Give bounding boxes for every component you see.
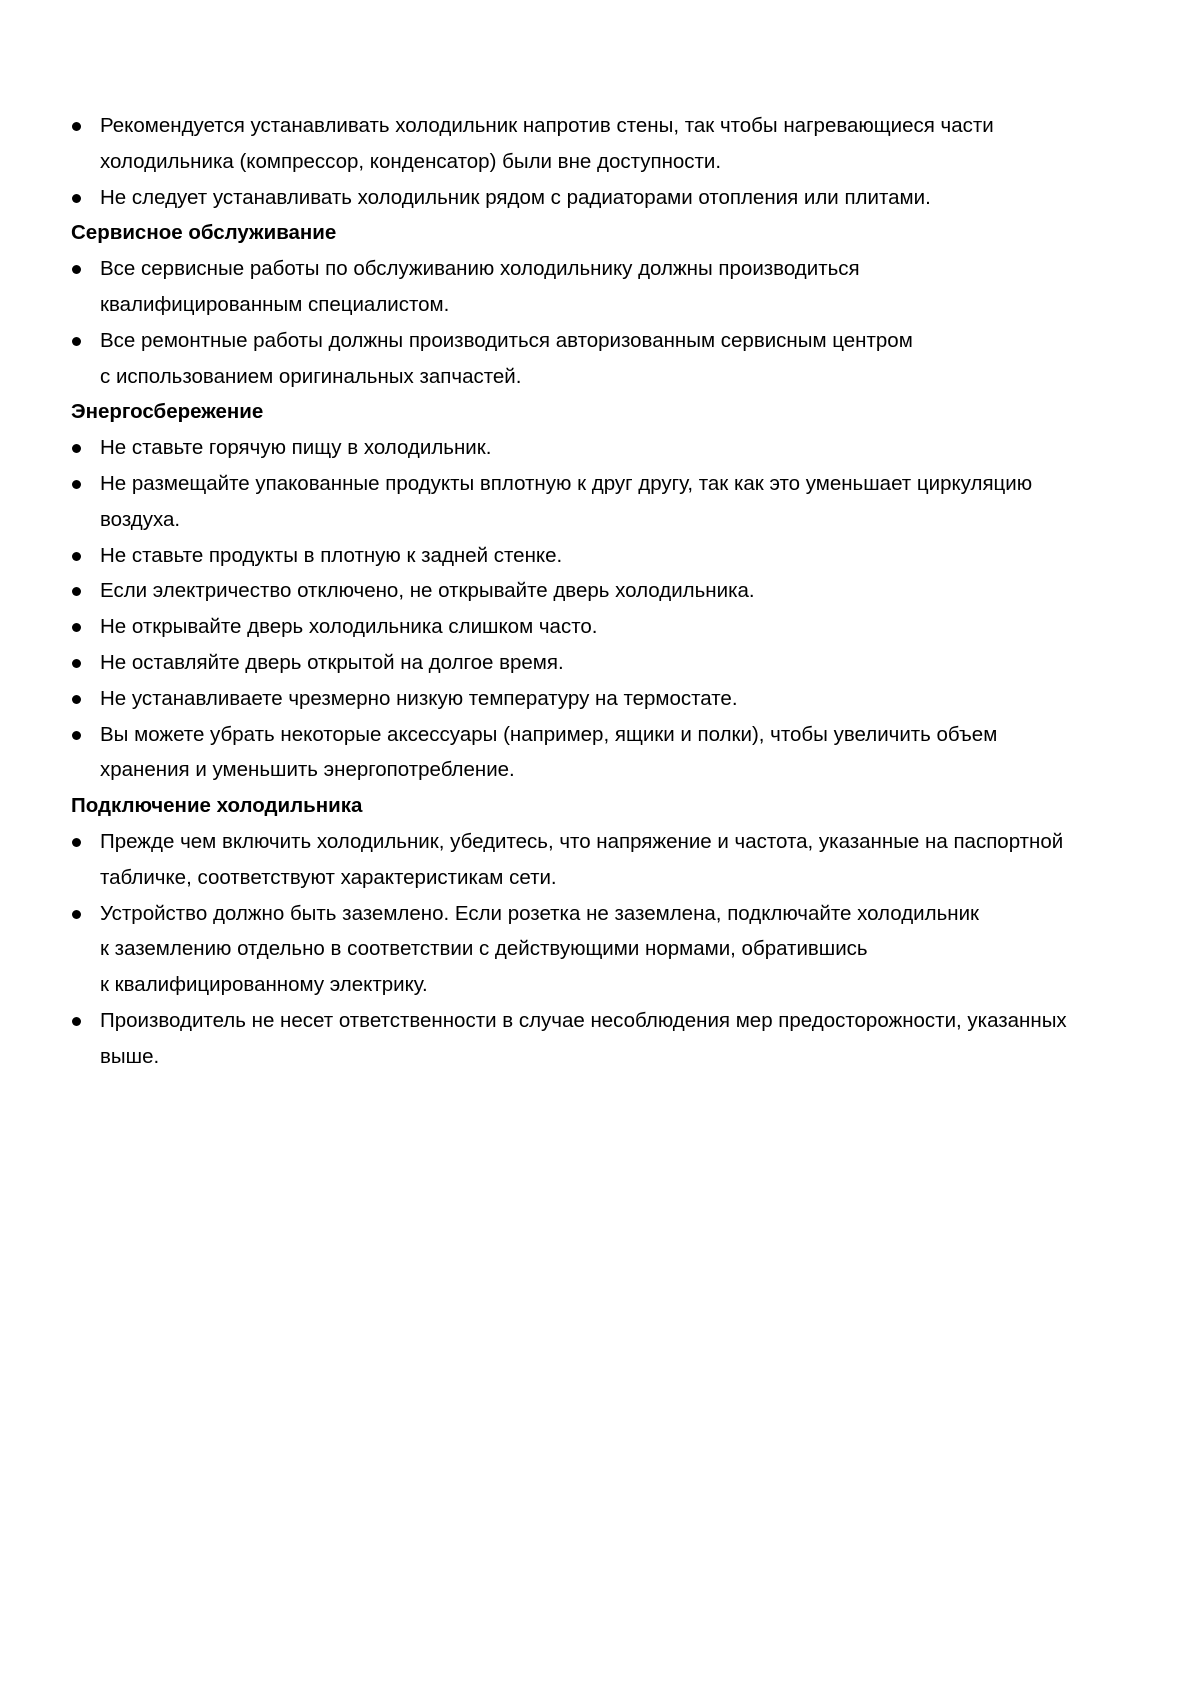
bullet-icon (72, 623, 81, 632)
list-item-line: к заземлению отдельно в соответствии с действующими нормами, обратившись (100, 937, 868, 961)
bullet-icon (72, 731, 81, 740)
list-item-line: Не ставьте продукты в плотную к задней стенке. (100, 543, 563, 567)
list-item-line: Не оставляйте дверь открытой на долгое время. (100, 650, 564, 674)
list-item-line: Производитель не несет ответственности в случае несоблюдения мер предосторожности, указанных (100, 1008, 1067, 1032)
list-item (71, 466, 1141, 538)
list-item-line: к квалифицированному электрику. (100, 973, 428, 997)
list-item-line: выше. (100, 1044, 160, 1068)
list-item-line: с использованием оригинальных запчастей. (100, 364, 522, 388)
bullet-icon (72, 552, 81, 561)
list-item (71, 430, 1141, 466)
list-item-line: Прежде чем включить холодильник, убедитесь, что напряжение и частота, указанные на паспортной (100, 829, 1064, 853)
list-item (71, 609, 1141, 645)
list-item-line: Не устанавливаете чрезмерно низкую температуру на термостате. (100, 686, 738, 710)
list-item (71, 323, 1141, 395)
bullet-icon (72, 265, 81, 274)
bullet-icon (72, 659, 81, 668)
section-heading-service: Сервисное обслуживание (71, 221, 337, 245)
intro-list (71, 108, 1141, 215)
list-item (71, 681, 1141, 717)
section-heading-connection: Подключение холодильника (71, 794, 363, 818)
list-item-line: Если электричество отключено, не открывайте дверь холодильника. (100, 579, 755, 603)
list-item (71, 896, 1141, 1003)
bullet-icon (72, 122, 81, 131)
list-item-line: Устройство должно быть заземлено. Если розетка не заземлена, подключайте холодильник (100, 901, 979, 925)
list-item-line: воздуха. (100, 507, 181, 531)
bullet-icon (72, 838, 81, 847)
list-item (71, 645, 1141, 681)
list-item-line: Все ремонтные работы должны производиться авторизованным сервисным центром (100, 328, 913, 352)
list-item-line: Не следует устанавливать холодильник рядом с радиаторами отопления или плитами. (100, 185, 931, 209)
list-item (71, 1003, 1141, 1075)
page-content (71, 108, 1141, 1075)
list-item-line: Вы можете убрать некоторые аксессуары (например, ящики и полки), чтобы увеличить объем (100, 722, 998, 746)
service-list (71, 251, 1141, 394)
bullet-icon (72, 1017, 81, 1026)
list-item-line: Все сервисные работы по обслуживанию холодильнику должны производиться (100, 257, 860, 281)
bullet-icon (72, 695, 81, 704)
section-heading-energy: Энергосбережение (71, 400, 264, 424)
list-item (71, 573, 1141, 609)
list-item (71, 251, 1141, 323)
list-item-line: холодильника (компрессор, конденсатор) были вне доступности. (100, 149, 722, 173)
list-item-line: хранения и уменьшить энергопотребление. (100, 758, 515, 782)
list-item-line: Не размещайте упакованные продукты вплотную к друг другу, так как это уменьшает циркуляцию (100, 471, 1033, 495)
energy-list (71, 430, 1141, 788)
connection-list (71, 824, 1141, 1075)
bullet-icon (72, 480, 81, 489)
list-item-line: Рекомендуется устанавливать холодильник напротив стены, так чтобы нагревающиеся части (100, 114, 994, 137)
bullet-icon (72, 337, 81, 346)
list-item-line: табличке, соответствуют характеристикам сети. (100, 865, 557, 889)
bullet-icon (72, 587, 81, 596)
list-item-line: квалифицированным специалистом. (100, 292, 450, 316)
list-item (71, 538, 1141, 574)
list-item-line: Не ставьте горячую пищу в холодильник. (100, 436, 492, 460)
list-item (71, 108, 1141, 180)
list-item (71, 824, 1141, 896)
bullet-icon (72, 444, 81, 453)
bullet-icon (72, 194, 81, 203)
bullet-icon (72, 910, 81, 919)
list-item (71, 717, 1141, 789)
list-item-line: Не открывайте дверь холодильника слишком часто. (100, 615, 598, 639)
list-item (71, 180, 1141, 216)
